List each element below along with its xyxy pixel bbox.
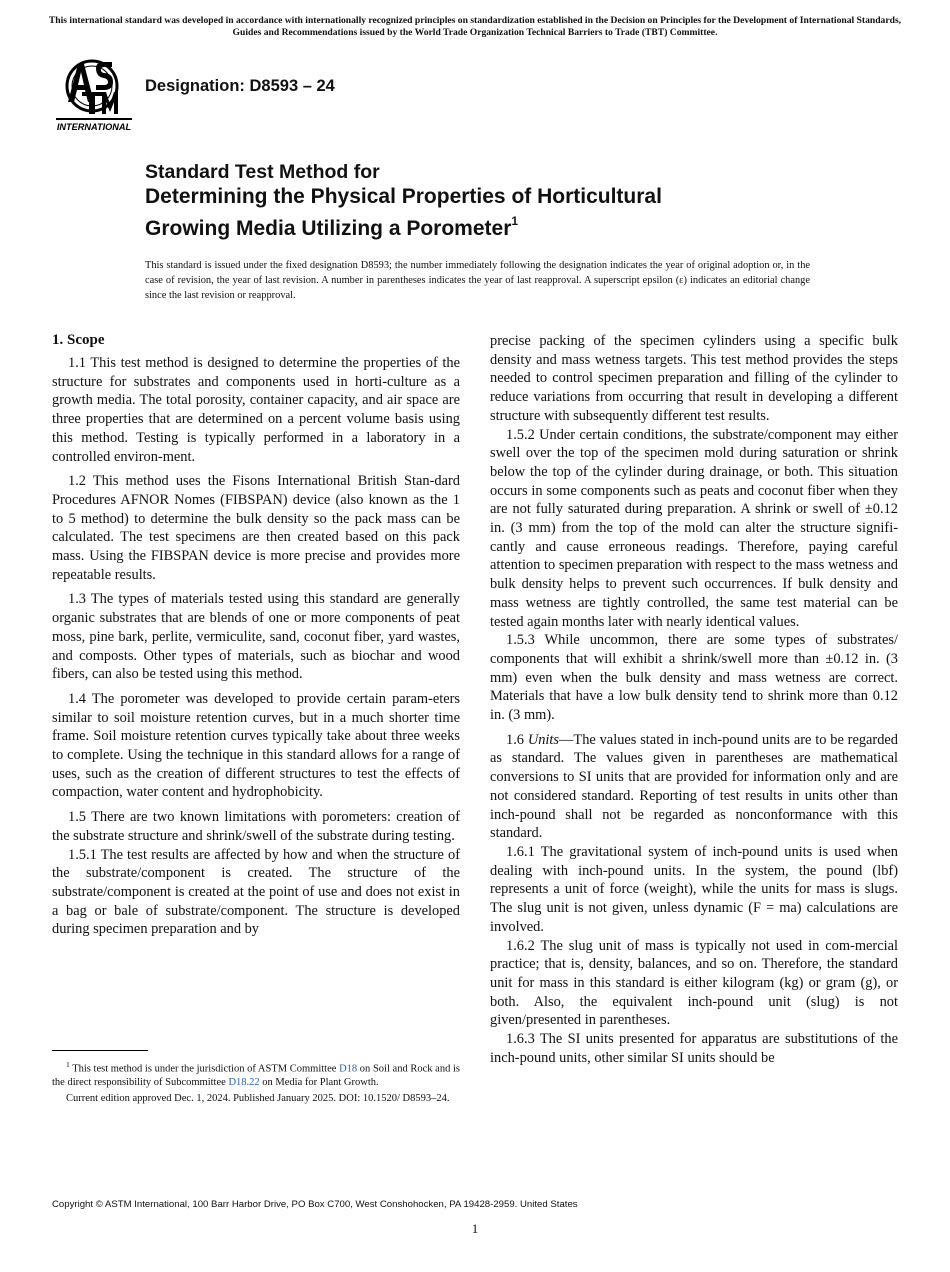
paragraph-1-5: 1.5 There are two known limitations with porometers: creation of the substrate structure and shrink/swell of the substrate during testing.	[52, 809, 460, 844]
paragraph-1-6-text: —The values stated in inch-pound units are to be regarded as standard. The values given in parentheses are mathematical conversions to SI units that are provided for information only and are not considered standard. Reporting of test results in units other than inch-pound shall not be regarded as nonconformance with this standard.	[490, 731, 898, 842]
page-number: 1	[471, 1221, 479, 1236]
footnote-1-mark: 1	[66, 1060, 70, 1069]
paragraph-1-6-number: 1.6	[506, 731, 528, 748]
paragraph-1-6-3: 1.6.3 The SI units presented for apparatus are substitutions of the inch-pound units, other similar SI units should be	[490, 1031, 898, 1066]
paragraph-1-2: 1.2 This method uses the Fisons International British Stan-dard Procedures AFNOR Nomes (FIBSPAN) device (also known as the 1 to 5 method) to determine the bulk density so the pack mass can be calculated. The test specimens are then created based on this pack mass. Using the FIBSPAN device is more precise and provides more repeatable results.	[52, 473, 460, 583]
paragraph-1-6-1: 1.6.1 The gravitational system of inch-pound units is used when dealing with inch-pound units. In the system, the pound (lbf) represents a unit of force (weight), while the units for mass is slugs. The slug unit is not given, unless dynamic (F = ma) calculations are involved.	[490, 843, 898, 935]
subcommittee-d18-22-link[interactable]: D18.22	[228, 1077, 260, 1089]
right-column	[490, 332, 898, 1067]
title-line-3-text: Growing Media Utilizing a Porometer	[145, 217, 512, 240]
paragraph-1-6-label: Units	[527, 731, 560, 748]
footnote-1	[52, 1058, 460, 1090]
title-line-1: Standard Test Method for	[145, 161, 380, 183]
paragraph-1-6-2: 1.6.2 The slug unit of mass is typically not used in com-mercial practice; that is, density, balances, and so on. Therefore, the standard unit for mass in this standard is either kilogram (kg) or gram (g), or both. Also, the equivalent inch-pound unit (slug) is not given/presented in parentheses.	[490, 937, 898, 1029]
left-column	[52, 330, 460, 939]
paragraph-1-5-1: 1.5.1 The test results are affected by how and when the structure of the substrate/component is created. The structure of the substrate/component is created at the point of use and does not exist in a bag or bale of substrate/component. The structure is developed during specimen preparation and by	[52, 846, 460, 938]
committee-d18-link[interactable]: D18	[339, 1063, 358, 1075]
title-footnote-mark[interactable]: 1	[511, 214, 519, 228]
paragraph-1-5-3: 1.5.3 While uncommon, there are some types of substrates/ components that will exhibit a shrink/swell more than ±0.12 in. (3 mm) even when the bulk density and mass wetness are correct. Materials that have a low bulk density tend to shrink more than 0.12 in. (3 mm).	[490, 632, 898, 724]
title-line-2: Determining the Physical Properties of Horticultural	[145, 185, 662, 208]
document-title	[145, 160, 865, 242]
paragraph-1-5-1-continued: precise packing of the specimen cylinders using a specific bulk density and mass wetness targets. This test method provides the steps needed to control specimen preparation and filling of the cylinder to reduce variations from occurring that result in developing a different structure with subsequently different test results.	[490, 333, 898, 424]
logo-text: INTERNATIONAL	[56, 122, 132, 132]
paragraph-1-1: 1.1 This test method is designed to determine the properties of the structure for substrates and components used in horti-culture as a growth media. The total porosity, container capacity, and air space are three properties that are determined on a percent volume basis using this method. Testing is typically performed in a laboratory in a controlled environ-ment.	[52, 355, 460, 465]
footnote-1-text-b: on Soil and Rock and is the direct responsibility of Subcommittee	[52, 1063, 460, 1089]
designation: Designation: D8593 – 24	[145, 77, 335, 95]
footnote-1-text-c: on Media for Plant Growth.	[259, 1077, 379, 1089]
paragraph-1-5-2: 1.5.2 Under certain conditions, the substrate/component may either swell over the top of the specimen mold during saturation or shrink below the top of the cylinder during drainage, or both. This situation occurs in some components such as peats and coconut fiber when they are not fully saturated during preparation. A shrink or swell of ±0.12 in. (3 mm) from the top of the mold can alter the structure signifi-cantly and cause erroneous readings. Therefore, paying careful attention to specimen preparation with respect to the mass wetness and bulk density helps to prevent such occurrences. If bulk density and mass wetness are tightly controlled, the same test material can be tested again months later with nearly identical values.	[490, 426, 898, 630]
footnote-1-text-a: This test method is under the jurisdiction of ASTM Committee	[69, 1063, 340, 1075]
section-heading-scope: 1. Scope	[52, 332, 105, 348]
astm-logo	[52, 56, 136, 132]
paragraph-1-3: 1.3 The types of materials tested using this standard are generally organic substrates that are blends of one or more components of peat moss, pine bark, perlite, vermiculite, sand, coconut fiber, yard wastes, and composts. Other types of materials, such as biochar and wood fibers, can also be tested using this method.	[52, 591, 460, 683]
copyright-line: Copyright © ASTM International, 100 Barr Harbor Drive, PO Box C700, West Conshohocken, PA 19428-2959. United States	[52, 1199, 578, 1210]
footnote-2: Current edition approved Dec. 1, 2024. Published January 2025. DOI: 10.1520/ D8593–24.	[66, 1092, 450, 1104]
paragraph-1-6	[490, 731, 898, 843]
issued-note: This standard is issued under the fixed designation D8593; the number immediately following the designation indicates the year of original adoption or, in the case of revision, the year of last revision. A number in parentheses indicates the year of last reapproval. A superscript epsilon (ε) indicates an editorial change since the last revision or reapproval.	[145, 260, 810, 301]
wto-notice: This international standard was developed in accordance with internationally recognized principles on standardization established in the Decision on Principles for the Development of International Standards, Guides and Recommendations issued by the World Trade Organization Technical Barriers to Trade (TBT) Committee.	[48, 15, 902, 38]
paragraph-1-4: 1.4 The porometer was developed to provide certain param-eters similar to soil moisture retention curves, but in a much shorter time frame. Soil moisture retention curves typically take about three weeks to complete. Using the technique in this standard allows for a range of uses, such as the creation of different structures to test the effects of compaction, water content and hydrophobicity.	[52, 690, 460, 801]
astm-logo-icon	[52, 56, 136, 132]
title-line-3	[145, 210, 865, 242]
footnote-divider	[52, 1050, 148, 1051]
footnotes	[52, 1058, 460, 1107]
